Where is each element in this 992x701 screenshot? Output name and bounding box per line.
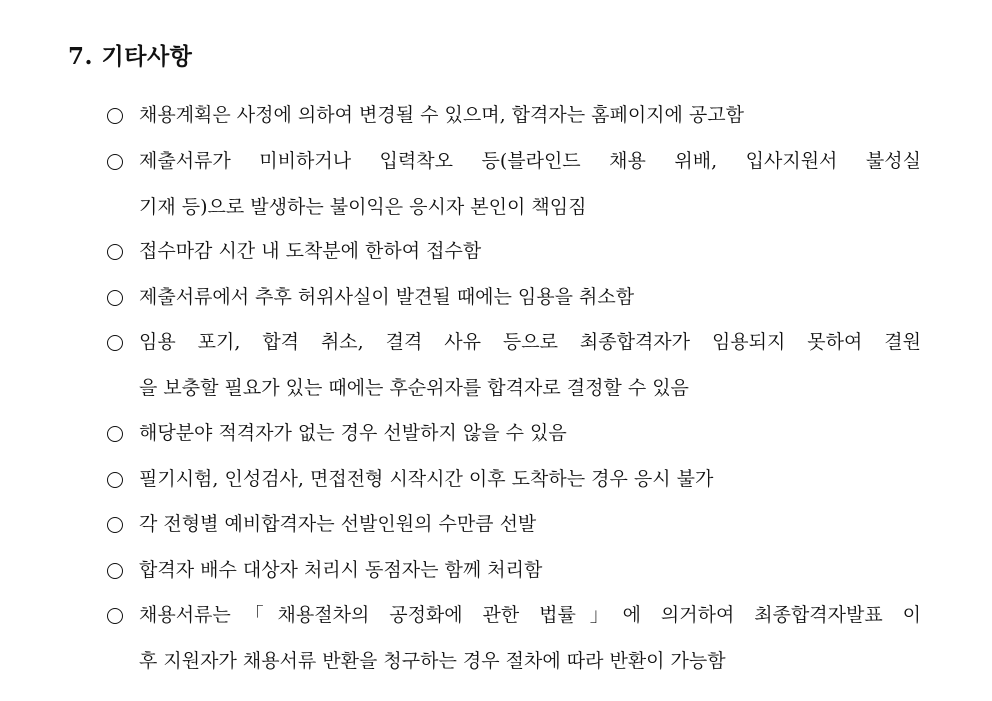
bullet-circle-icon [107, 426, 123, 442]
bullet-circle-icon [107, 154, 123, 170]
bullet-circle-icon [107, 472, 123, 488]
list-item-text-continued: 을 보충할 필요가 있는 때에는 후순위자를 합격자로 결정할 수 있음 [139, 377, 689, 399]
list-item-text: 채용계획은 사정에 의하여 변경될 수 있으며, 합격자는 홈페이지에 공고함 [139, 104, 744, 126]
bullet-circle-icon [107, 244, 123, 260]
section-title: 7. 기타사항 [68, 43, 193, 70]
list-item-text: 임용 포기, 합격 취소, 결격 사유 등으로 최종합격자가 임용되지 못하여 결원 [139, 331, 921, 353]
list-item-text: 제출서류에서 추후 허위사실이 발견될 때에는 임용을 취소함 [139, 286, 635, 308]
bullet-circle-icon [107, 290, 123, 306]
bullet-circle-icon [107, 108, 123, 124]
list-item-text: 해당분야 적격자가 없는 경우 선발하지 않을 수 있음 [139, 422, 567, 444]
bullet-circle-icon [107, 563, 123, 579]
list-item-text: 각 전형별 예비합격자는 선발인원의 수만큼 선발 [139, 513, 537, 535]
list-item-text: 채용서류는「채용절차의 공정화에 관한 법률」에 의거하여 최종합격자발표 이 [139, 604, 921, 626]
list-item-text: 접수마감 시간 내 도착분에 한하여 접수함 [139, 240, 482, 262]
list-item-text: 필기시험, 인성검사, 면접전형 시작시간 이후 도착하는 경우 응시 불가 [139, 468, 714, 490]
list-item-text: 제출서류가 미비하거나 입력착오 등(블라인드 채용 위배, 입사지원서 불성실 [139, 150, 921, 172]
list-item-text-continued: 기재 등)으로 발생하는 불이익은 응시자 본인이 책임짐 [139, 196, 587, 218]
list-item-text: 합격자 배수 대상자 처리시 동점자는 함께 처리함 [139, 559, 543, 581]
list-item-text-continued: 후 지원자가 채용서류 반환을 청구하는 경우 절차에 따라 반환이 가능함 [139, 650, 726, 672]
bullet-circle-icon [107, 517, 123, 533]
bullet-circle-icon [107, 608, 123, 624]
bullet-circle-icon [107, 335, 123, 351]
